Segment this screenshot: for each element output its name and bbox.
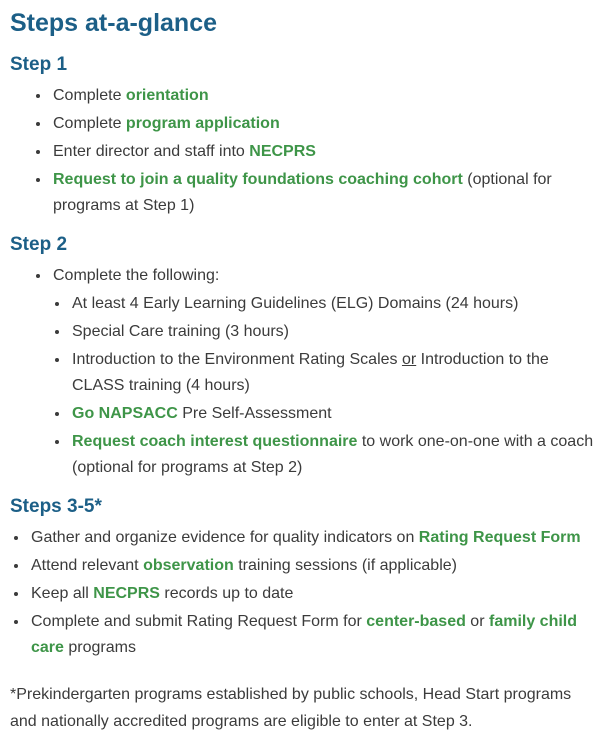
list-item bbox=[51, 111, 597, 137]
inline-link[interactable]: NECPRS bbox=[93, 585, 160, 602]
footnote: *Prekindergarten programs established by public schools, Head Start programs and nationally accredited programs are eligible to enter at Step 3. bbox=[10, 686, 572, 730]
text-segment: Gather and organize evidence for quality indicators on bbox=[31, 529, 419, 546]
text-segment: training sessions (if applicable) bbox=[233, 557, 457, 574]
list-item bbox=[51, 263, 597, 481]
text-segment: records up to date bbox=[159, 585, 294, 602]
text-segment: Complete and submit Rating Request Form for bbox=[31, 613, 367, 630]
text-segment: or bbox=[465, 613, 489, 630]
text-segment: Pre Self-Assessment bbox=[177, 405, 332, 422]
text-segment: to work one-on-one with a coach (optional for programs at Step 2) bbox=[72, 433, 594, 476]
list-item bbox=[51, 139, 597, 165]
inline-link[interactable]: orientation bbox=[125, 87, 209, 104]
list-item bbox=[70, 347, 597, 399]
text-segment: Complete bbox=[53, 87, 126, 104]
list-item bbox=[70, 401, 597, 427]
list-item bbox=[29, 581, 597, 607]
text-segment: or bbox=[401, 351, 417, 368]
inline-link[interactable]: Request to join a quality foundations coaching cohort bbox=[53, 171, 463, 188]
text-segment: programs bbox=[63, 639, 136, 656]
section-heading: Steps 3-5* bbox=[10, 496, 102, 517]
page-title: Steps at-a-glance bbox=[10, 9, 218, 37]
inline-link[interactable]: NECPRS bbox=[249, 143, 316, 160]
text-segment: Enter director and staff into bbox=[53, 143, 250, 160]
bullet-list bbox=[10, 83, 597, 219]
inline-link[interactable]: center-based bbox=[366, 613, 466, 630]
list-item bbox=[51, 83, 597, 109]
text-segment: Introduction to the Environment Rating Scales bbox=[72, 351, 402, 368]
inline-link[interactable]: family child care bbox=[31, 613, 578, 656]
inline-link[interactable]: Request coach interest questionnaire bbox=[72, 433, 358, 450]
text-segment: Keep all bbox=[31, 585, 94, 602]
list-item bbox=[70, 429, 597, 481]
list-item bbox=[70, 291, 597, 317]
text-segment: At least 4 Early Learning Guidelines (ELG) Domains (24 hours) bbox=[72, 295, 519, 312]
list-item bbox=[29, 553, 597, 579]
inline-link[interactable]: observation bbox=[143, 557, 234, 574]
inline-link[interactable]: Rating Request Form bbox=[418, 529, 581, 546]
text-segment: Complete bbox=[53, 115, 126, 132]
bullet-list bbox=[53, 291, 597, 481]
bullet-list bbox=[10, 263, 597, 481]
list-item bbox=[29, 609, 597, 661]
inline-link[interactable]: Go NAPSACC bbox=[72, 405, 178, 422]
sections-container bbox=[10, 52, 597, 661]
text-segment: Introduction to the CLASS training (4 hours) bbox=[72, 351, 549, 394]
text-segment: Attend relevant bbox=[31, 557, 144, 574]
section-heading: Step 1 bbox=[10, 54, 68, 75]
text-segment: (optional for programs at Step 1) bbox=[53, 171, 552, 214]
list-item bbox=[70, 319, 597, 345]
list-item bbox=[29, 525, 597, 551]
text-segment: Complete the following: bbox=[53, 267, 220, 284]
inline-link[interactable]: program application bbox=[125, 115, 280, 132]
list-item bbox=[51, 167, 597, 219]
section-heading: Step 2 bbox=[10, 234, 68, 255]
text-segment: Special Care training (3 hours) bbox=[72, 323, 289, 340]
bullet-list bbox=[10, 525, 597, 661]
